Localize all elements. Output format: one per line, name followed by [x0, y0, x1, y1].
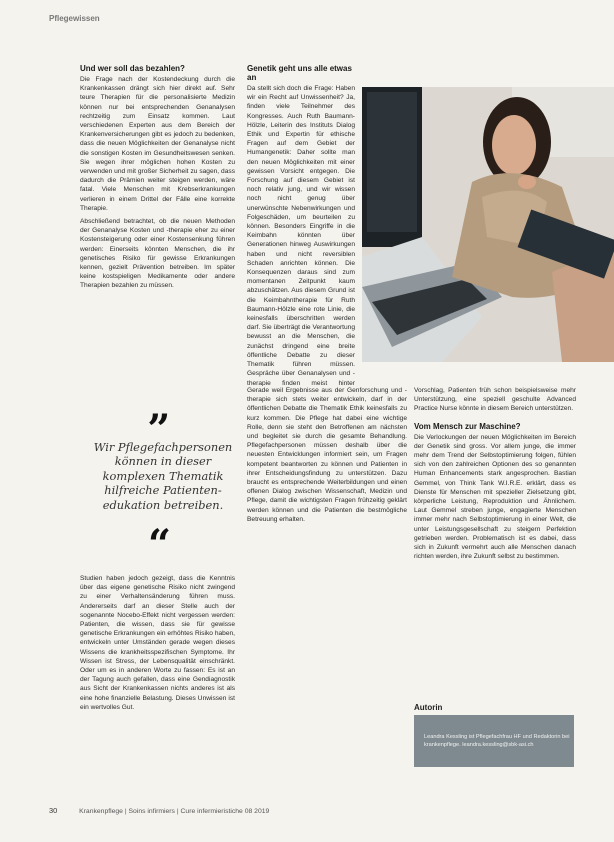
- column-1-bottom: [80, 574, 235, 776]
- column-2-top: [247, 64, 355, 386]
- running-head: Pflegewissen: [49, 14, 100, 23]
- quote-open-mark: „: [148, 383, 172, 430]
- paragraph: Die Frage nach der Kostendeckung durch die Krankenkassen drängt sich hier direkt auf. Sehr teure Therapien für die personalisierte Medizin können nur bei entsprechenden Genanalysen rechtzeitig zum Einsatz kommen. Laut verschiedenen Experten aus dem Bereich der Krankenversicherungen gibt es jedoch zu bedenken, dass die neuen Möglichkeiten der Genanalyse nicht die sonstigen Kosten im Gesundheitswesen senken. Sie wegen ihrer möglichen hohen Kosten zu verwenden und mit großer Sicherheit zu sagen, dass dadurch die Prämien weiter steigen werden, wäre fatal. Viele Menschen mit Krebserkrankungen verlieren in einem Drittel der Fälle eine korrekte Therapie.: [80, 76, 235, 212]
- column-3: [414, 386, 576, 698]
- paragraph: Abschließend betrachtet, ob die neuen Methoden der Genanalyse Kosten und -therapie eher zu einer Kostensteigerung oder einer Kostensenkung führen werden: Einerseits könnten Menschen, die ihr genetisches Risiko für gewisse Erkrankungen kennen, gezielt Prävention betreiben. Im später keine kostspieligen Medikamente oder andere Therapien bezahlen zu müssen.: [80, 218, 235, 290]
- page-footer: [49, 806, 269, 815]
- pull-quote: Wir Pflegefachpersonen können in dieser komplexen Thematik hilfreiche Patienten-edukation betreiben.: [93, 440, 233, 512]
- paragraph: Gerade weil Ergebnisse aus der Genforschung und -therapie sich stets weiter entwickeln, darf in der öffentlichen Debatte die Thematik Ethik keinesfalls zu kurz kommen. Die Pflege hat dabei eine wichtige Rolle, denn sie steht den Betroffenen am nächsten und begleitet sie durch die gesamte Behandlung. Pflegefachpersonen müssen deshalb über die neuesten Entwicklungen informiert sein, um Fragen kompetent beantworten zu können und Patienten in ihrer Entscheidungsfindung zu unterstützen. Dazu braucht es entsprechende Weiterbildungen und einen offenen Dialog zwischen Wissenschaft, Medizin und Pflege, damit die wichtigsten Fragen frühzeitig geklärt werden können und die Patienten die bestmögliche Betreuung erhalten.: [247, 387, 407, 523]
- publication-info: Krankenpflege | Soins infirmiers | Cure infermieristiche 08 2019: [79, 808, 270, 815]
- section-heading-genetics: Genetik geht uns alle etwas an: [247, 64, 352, 82]
- article-photo: [362, 87, 614, 362]
- column-2-bottom: [247, 386, 407, 776]
- paragraph: Da stellt sich doch die Frage: Haben wir ein Recht auf Unwissenheit? Ja, finden viele Teilnehmer des Kongresses. Auch Ruth Baumann-Hölzle, Leiterin des Instituts Dialog Ethik und Expertin für ethische Fragen auf dem Gebiet der Humangenetik: Daher sollte man den neuen Möglichkeiten mit einer gewissen Vorsicht entgegen. Die Forschung auf diesem Gebiet ist noch relativ jung, und wir wissen noch nicht genug über unerwünschte Nebenwirkungen und Folgeschäden, um beurteilen zu können. Besonders Eingriffe in die Keimbahn könnten über Generationen hinweg Auswirkungen haben und nicht reversiblen Schaden anrichten können. Die Konsequenzen daraus sind zum momentanen Zeitpunkt kaum abzuschätzen. Aus diesem Grund ist die Keimbahntherapie für Ruth Baumann-Hölzle eine rote Linie, die keinesfalls überschritten werden darf. Sie überträgt die Verantwortung bewusst an die Menschen, die zunächst dringend eine breite öffentliche Debatte zu dieser Thematik führen müssen. Gespräche über Genanalysen und -therapie finden meist hinter: [247, 85, 355, 386]
- section-heading-cost: Und wer soll das bezahlen?: [80, 64, 185, 73]
- column-1-top: [80, 64, 235, 386]
- paragraph: Die Verlockungen der neuen Möglichkeiten im Bereich der Genetik sind gross. Vor allem junge, die immer mehr dem Trend der Selbstoptimierung folgen, fühlen sich von den zahlreichen Optionen des so genannten Human Enhancements stark angesprochen. Bastian Gemmel, von Think Tank W.I.R.E. erklärt, dass es Dienste für Menschen mit spezieller Zielsetzung gibt, körperliche Leistung, Reproduktion und Ähnlichem. Laut Gemmel streben junge, engagierte Menschen immer mehr nach Selbstoptimierung in einer Welt, die unter Leistungsgesellschaft zu steigern Perfektion getrieben werden. Problematisch ist es dabei, dass sich in Zukunft vermehrt auch alle Menschen danach richten werden, ihre Zukunft selbst zu bestimmen.: [414, 433, 576, 561]
- author-text: Leandra Kessling ist Pflegefachfrau HF und Redaktorin bei krankenpflege. leandra.kessling@sbk-asi.ch: [424, 734, 570, 748]
- paragraph: Studien haben jedoch gezeigt, dass die Kenntnis über das eigene genetische Risiko nicht zwingend zu einer Verhaltensänderung führen muss. Andererseits darf an dieser Stelle auch der sogenannte Nocebo-Effekt nicht vergessen werden: Patienten, die wissen, dass sie für gewisse genetische Erkrankungen ein erhöhtes Risiko haben, entwickeln unter Umständen gerade wegen dieses Wissens die krankheitsspezifischen Symptome. Ihr Wissen ist Stress, der Lebensqualität einschränkt. Oder um es in anderen Worte zu fassen: Es ist an der Tagung auch gefallen, dass eine Gendiagnostik aus Sicht der Krankenkassen nichts anderes ist als eine hohe finanzielle Belastung. Dieses Unwissen ist ein wertvolles Gut.: [80, 575, 235, 711]
- paragraph: Vorschlag, Patienten früh schon beispielsweise mehr Unterstützung, eine speziell geschulte Advanced Practice Nurse könnte in diesem Bereich unterstützen.: [414, 387, 576, 413]
- quote-close-mark: “: [148, 521, 172, 568]
- section-heading-machine: Vom Mensch zur Maschine?: [414, 421, 521, 431]
- page-number: 30: [49, 806, 58, 815]
- author-heading: Autorin: [414, 703, 443, 712]
- woman-desk-photo-icon: [362, 87, 614, 362]
